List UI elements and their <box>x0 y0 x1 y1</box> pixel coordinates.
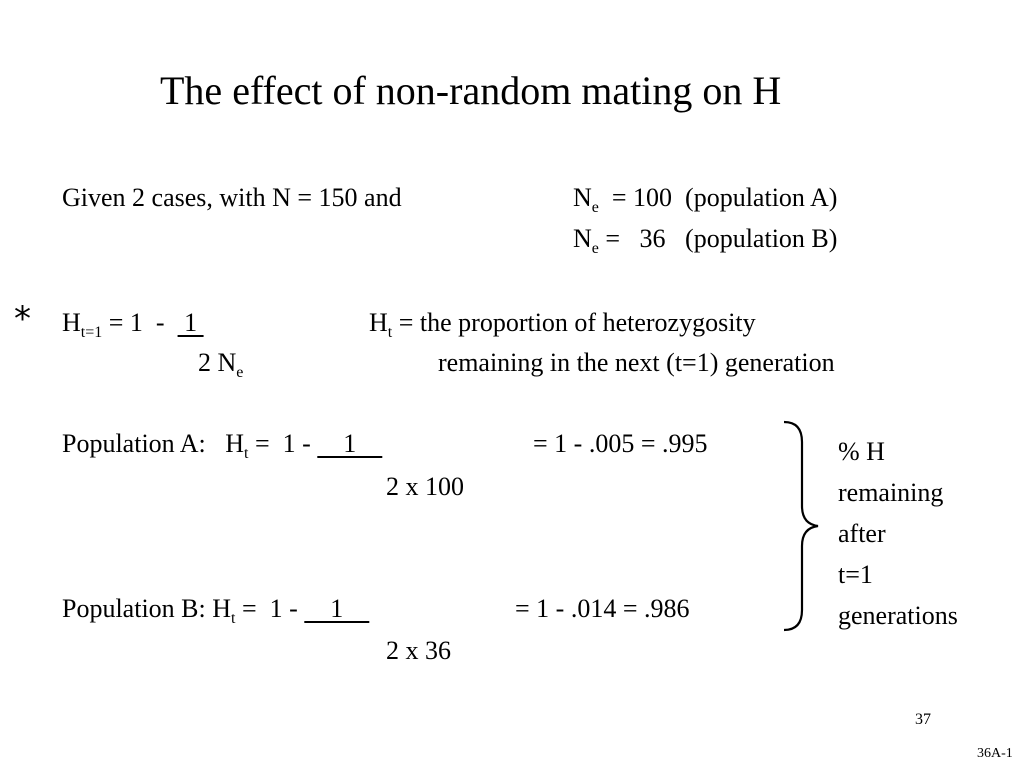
curly-brace-icon <box>782 418 822 634</box>
pop-b-numerator: 1 <box>304 594 370 623</box>
definition-line-2: remaining in the next (t=1) generation <box>438 348 835 377</box>
ne-line-a <box>573 183 837 223</box>
note-block <box>838 431 958 636</box>
formula-numerator: 1 <box>177 308 204 337</box>
formula-denominator <box>198 348 243 388</box>
pop-b-eq: = 1 - <box>235 594 305 623</box>
pop-b-denominator: 2 x 36 <box>386 636 451 665</box>
formula-den-var: 2 N <box>198 348 237 377</box>
pop-b-result: = 1 - .014 = .986 <box>515 594 690 623</box>
slide-title: The effect of non-random mating on H <box>160 68 782 113</box>
def-sub: t <box>387 324 393 341</box>
pop-a-result: = 1 - .005 = .995 <box>533 429 708 458</box>
formula-line <box>62 308 204 348</box>
note-line: generations <box>838 601 958 630</box>
def-var: H <box>369 308 388 337</box>
formula-lhs: H <box>62 308 81 337</box>
formula-lhs-sub: t=1 <box>80 324 103 341</box>
note-line: after <box>838 519 886 548</box>
note-line: t=1 <box>838 560 873 589</box>
given-intro: Given 2 cases, with N = 150 and <box>62 183 402 212</box>
pop-a-sub: t <box>244 445 249 462</box>
pop-a-eq: = 1 - <box>248 429 318 458</box>
definition-line-1 <box>369 308 756 348</box>
asterisk-bullet: * <box>14 299 31 339</box>
slide-number: 37 <box>915 711 931 728</box>
pop-b-sub: t <box>231 610 236 627</box>
pop-a-line <box>62 429 382 469</box>
formula-den-sub: e <box>236 364 244 381</box>
pop-b-line <box>62 594 369 634</box>
ne-sub: e <box>591 240 599 257</box>
formula-eq: = 1 - <box>102 308 178 337</box>
ne-var: N <box>573 183 592 212</box>
def-text-1: = the proportion of heterozygosity <box>392 308 756 337</box>
ne-sub: e <box>591 199 599 216</box>
note-line: % H <box>838 437 885 466</box>
pop-a-label: Population A: H <box>62 429 245 458</box>
ne-a-value: = 100 (population A) <box>598 183 838 212</box>
pop-b-label: Population B: H <box>62 594 232 623</box>
ne-line-b <box>573 224 837 264</box>
ne-var: N <box>573 224 592 253</box>
pop-a-numerator: 1 <box>317 429 383 458</box>
ne-b-value: = 36 (population B) <box>598 224 838 253</box>
note-line: remaining <box>838 478 944 507</box>
slide-code: 36A-1 <box>977 746 1013 761</box>
pop-a-denominator: 2 x 100 <box>386 472 464 501</box>
